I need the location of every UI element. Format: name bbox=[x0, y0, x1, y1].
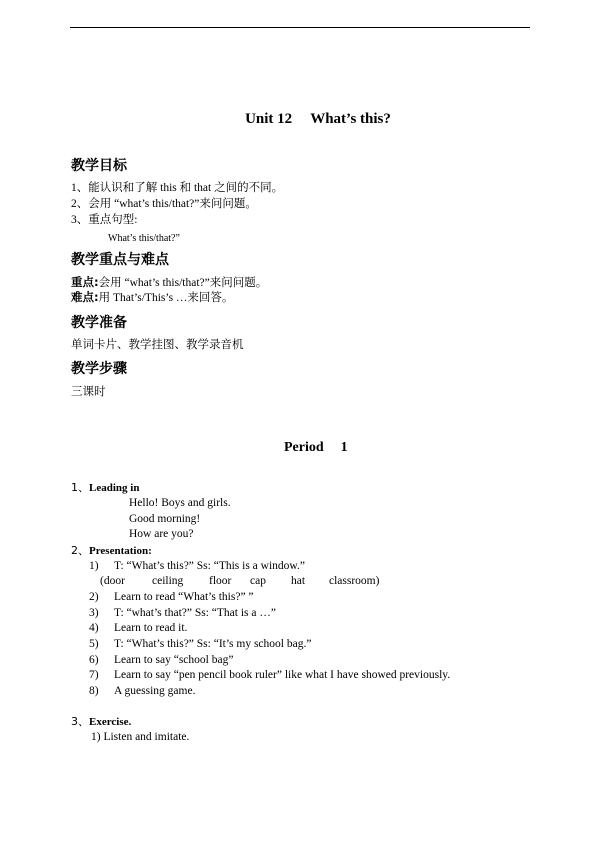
section-exercise bbox=[71, 716, 131, 728]
key-point-line bbox=[71, 277, 267, 290]
list-item bbox=[0, 638, 600, 652]
preparation-heading: 教学准备 bbox=[71, 315, 127, 331]
section-presentation bbox=[71, 545, 152, 557]
object-list bbox=[100, 575, 400, 589]
objective-item: 3、重点句型: bbox=[71, 214, 138, 226]
key-pattern: What’s this/that?” bbox=[108, 233, 180, 244]
greeting-line: How are you? bbox=[129, 528, 194, 540]
item-text: Learn to read it. bbox=[114, 622, 188, 634]
objective-item: 2、会用 “what’s this/that?”来问问题。 bbox=[71, 198, 257, 210]
list-item bbox=[0, 669, 600, 683]
period-label: Period bbox=[284, 440, 324, 455]
item-number: 6) bbox=[89, 654, 99, 666]
list-item bbox=[0, 685, 600, 699]
item-number: 8) bbox=[89, 685, 99, 697]
item-text: T: “what’s that?” Ss: “That is a …” bbox=[114, 607, 276, 619]
header-rule bbox=[70, 27, 530, 28]
item-text: T: “What’s this?” Ss: “It’s my school bag.” bbox=[114, 638, 312, 650]
period-number: 1 bbox=[340, 440, 348, 455]
section-index: 2、 bbox=[71, 544, 89, 557]
key-point-text: 会用 “what’s this/that?”来问问题。 bbox=[98, 277, 268, 289]
objective-item: 1、能认识和了解 this 和 that 之间的不同。 bbox=[71, 182, 284, 194]
item-text: Learn to read “What’s this?” ” bbox=[114, 591, 254, 603]
difficulty-text: 用 That’s/This’s …来回答。 bbox=[98, 292, 234, 304]
item-number: 4) bbox=[89, 622, 99, 634]
section-leading-in bbox=[71, 482, 139, 494]
greeting-line: Good morning! bbox=[129, 513, 201, 525]
object-word: hat bbox=[291, 575, 306, 587]
difficulty-line bbox=[71, 292, 233, 305]
object-word: floor bbox=[209, 575, 232, 587]
difficulty-label: 难点: bbox=[71, 290, 99, 304]
section-title: Leading in bbox=[89, 482, 140, 494]
objectives-heading: 教学目标 bbox=[71, 158, 127, 174]
object-word: (door bbox=[100, 575, 125, 587]
section-title: Presentation: bbox=[89, 545, 152, 557]
item-number: 1) bbox=[89, 560, 99, 572]
unit-number: Unit 12 bbox=[245, 111, 293, 127]
item-text: A guessing game. bbox=[114, 685, 196, 697]
item-number: 2) bbox=[89, 591, 99, 603]
item-text: Learn to say “pen pencil book ruler” like what I have showed previously. bbox=[114, 669, 451, 681]
preparation-text: 单词卡片、教学挂图、教学录音机 bbox=[71, 339, 244, 351]
item-number: 5) bbox=[89, 638, 99, 650]
section-index: 3、 bbox=[71, 715, 89, 728]
exercise-line: 1) Listen and imitate. bbox=[91, 731, 190, 743]
list-item bbox=[0, 622, 600, 636]
key-point-label: 重点: bbox=[71, 275, 99, 289]
item-number: 7) bbox=[89, 669, 99, 681]
period-title bbox=[284, 441, 348, 455]
unit-name: What’s this? bbox=[310, 111, 391, 127]
item-text: Learn to say “school bag” bbox=[114, 654, 234, 666]
key-points-heading: 教学重点与难点 bbox=[71, 252, 169, 268]
greeting-line: Hello! Boys and girls. bbox=[129, 497, 231, 509]
section-index: 1、 bbox=[71, 481, 89, 494]
list-item bbox=[0, 607, 600, 621]
item-number: 3) bbox=[89, 607, 99, 619]
list-item bbox=[0, 591, 600, 605]
object-word: cap bbox=[250, 575, 266, 587]
item-text: T: “What’s this?” Ss: “This is a window.” bbox=[114, 560, 305, 572]
unit-title bbox=[0, 112, 600, 127]
steps-heading: 教学步骤 bbox=[71, 361, 127, 377]
list-item bbox=[0, 654, 600, 668]
list-item bbox=[0, 560, 600, 574]
section-title: Exercise. bbox=[89, 716, 132, 728]
object-word: ceiling bbox=[152, 575, 184, 587]
object-word: classroom) bbox=[329, 575, 380, 587]
steps-text: 三课时 bbox=[71, 386, 106, 398]
